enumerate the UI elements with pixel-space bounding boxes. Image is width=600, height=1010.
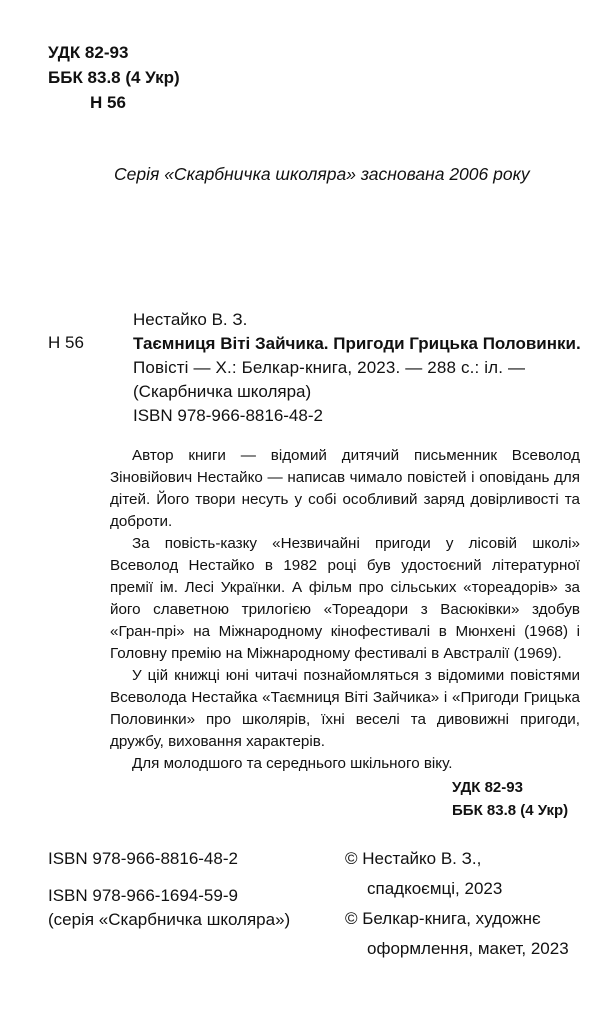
annotation-paragraph: Автор книги — відомий дитячий письменник Всеволод Зіновійович Нестайко — написав чимало повістей і оповідань для дітей. Його твори несуть у собі особливий заряд довірливості та доброти.	[110, 447, 580, 530]
series-note: Серія «Скарбничка школяра» заснована 2006 року	[114, 164, 530, 184]
annotation-paragraph: Для молодшого та середнього шкільного віку.	[132, 755, 453, 772]
catalog-series: (Скарбничка школяра)	[133, 382, 312, 401]
copyright-heirs: спадкоємці, 2023	[367, 879, 503, 898]
bottom-bbk-code: ББК 83.8 (4 Укр)	[452, 802, 569, 819]
bottom-udk-code: УДК 82-93	[452, 779, 523, 796]
catalog-title-text: Таємниця Віті Зайчика. Пригоди Грицька Половинки.	[133, 334, 581, 353]
copyright-author: © Нестайко В. З.,	[345, 849, 482, 868]
isbn-series: (серія «Скарбничка школяра»)	[48, 910, 291, 929]
catalog-author: Нестайко В. З.	[133, 310, 248, 329]
isbn-second: ISBN 978-966-1694-59-9	[48, 886, 238, 905]
copyright-publisher: © Белкар-книга, художнє	[345, 909, 541, 928]
annotation-paragraph: За повість-казку «Незвичайні пригоди у лісовій школі» Всеволод Нестайко в 1982 році був удостоєний літературної премії ім. Лесі Українки. А фільм про сільських «тореадорів» за його славетною трилогією «Тореадори з Васюківки» здобув «Гран-прі» на Міжнародному кінофестивалі в Мюнхені (1968) і Головну премію на Міжнародному фестивалі в Австралії (1969).	[110, 535, 580, 662]
bbk-code: ББК 83.8 (4 Укр)	[48, 68, 180, 87]
isbn-first: ISBN 978-966-8816-48-2	[48, 849, 238, 868]
author-mark-code: Н 56	[90, 93, 126, 112]
catalog-publication: Повісті — Х.: Белкар-книга, 2023. — 288 с.: іл. —	[133, 358, 526, 377]
copyright-design: оформлення, макет, 2023	[367, 939, 569, 958]
catalog-isbn: ISBN 978-966-8816-48-2	[133, 406, 323, 425]
bottom-codes	[452, 776, 568, 822]
top-codes	[48, 40, 180, 115]
isbn-block	[48, 847, 290, 932]
copyright-block	[345, 847, 569, 961]
udk-code: УДК 82-93	[48, 43, 129, 62]
annotation	[110, 445, 580, 775]
catalog-author-mark: Н 56	[48, 333, 84, 352]
catalog-title	[133, 332, 593, 356]
catalog-block	[133, 308, 593, 428]
annotation-paragraph: У цій книжці юні читачі познайомляться з відомими повістями Всеволода Нестайка «Таємниця Віті Зайчика» і «Пригоди Грицька Половинки» про школярів, їхні веселі та дивовижні пригоди, дружбу, виховання характерів.	[110, 667, 580, 750]
